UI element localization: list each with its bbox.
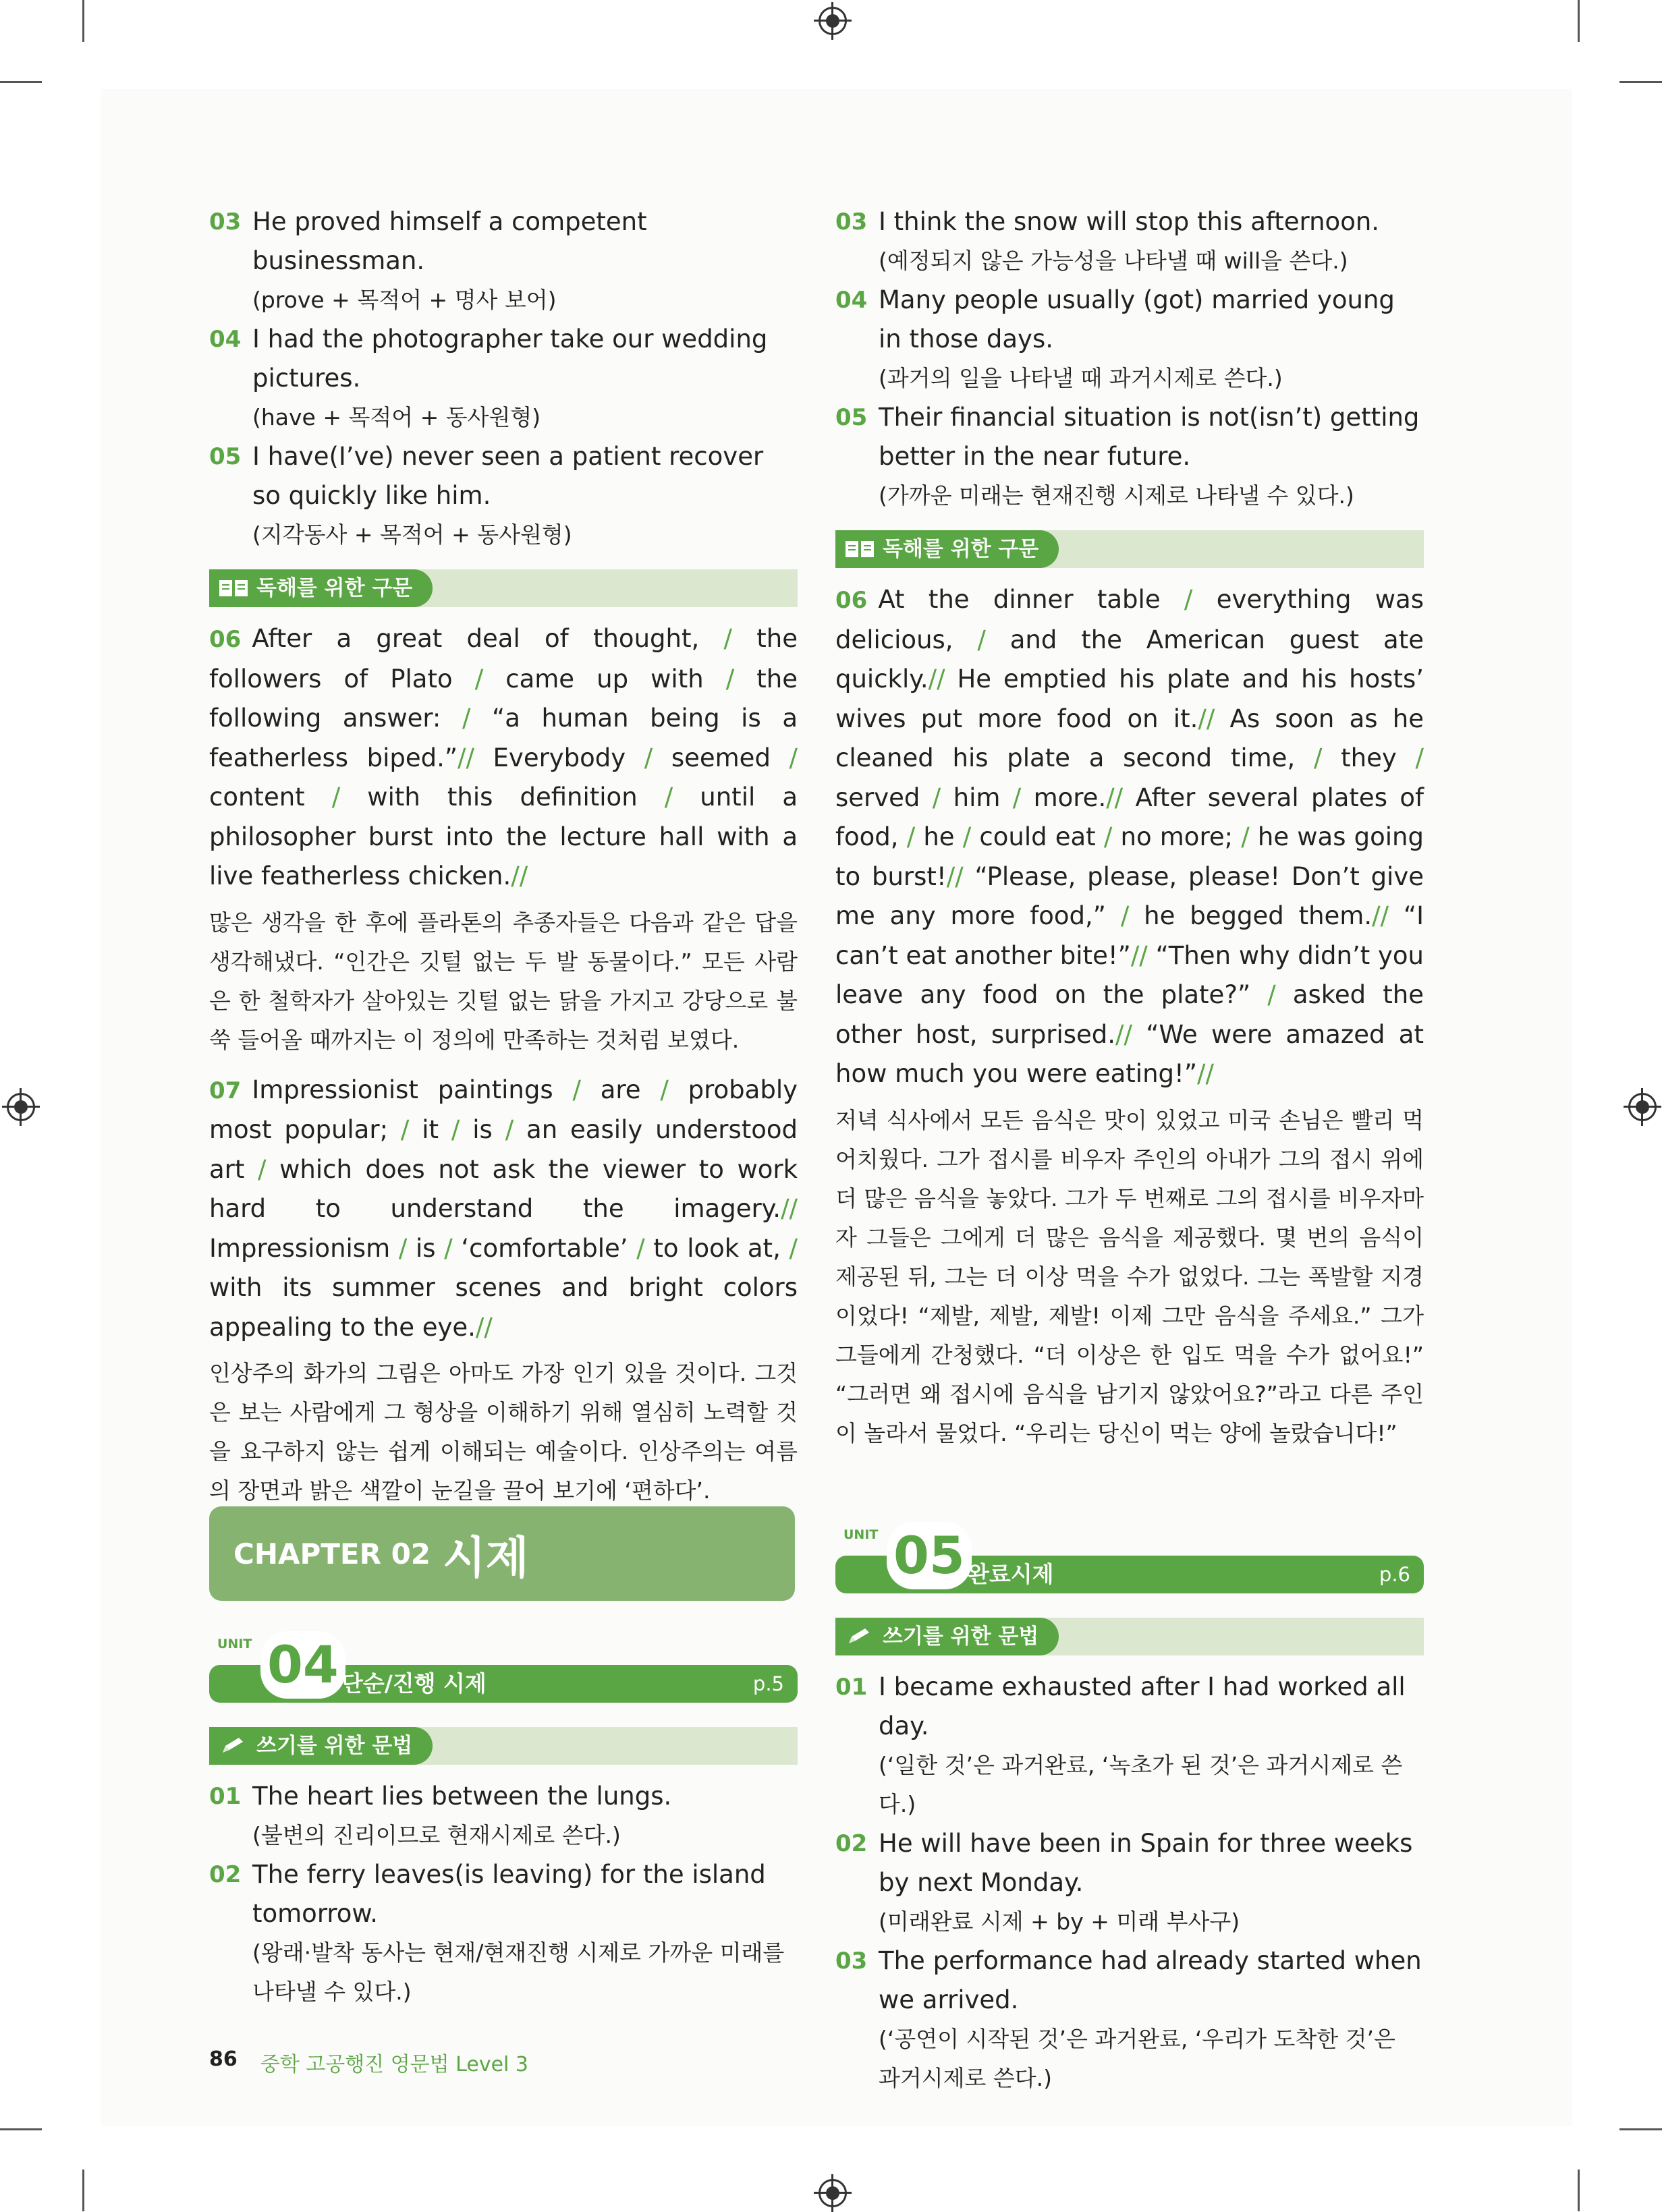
passage-segment: is <box>407 1233 445 1263</box>
reading-section-label: 독해를 위한 구문 <box>209 569 433 607</box>
passage-segment: “Then why didn’t you leave any food on the plate?” <box>835 940 1424 1009</box>
item-number: 03 <box>835 208 868 235</box>
passage-segment: everything was delicious, <box>835 585 1424 654</box>
book-icon <box>219 579 248 598</box>
item-number: 03 <box>209 208 242 235</box>
crop-mark <box>82 0 84 42</box>
grammar-note: (‘일한 것’은 과거완료, ‘녹초가 된 것’은 과거시제로 쓴다.) <box>879 1752 1403 1817</box>
registration-mark-icon <box>819 7 847 35</box>
reading-passage <box>835 580 1424 1094</box>
passage-segment: to look at, <box>644 1233 790 1263</box>
chapter-title: 시제 <box>443 1531 529 1584</box>
phrase-divider: / <box>1184 585 1193 614</box>
passage-segment: no more; <box>1112 822 1242 851</box>
phrase-divider: / <box>906 822 916 851</box>
passage-segment: he begged them. <box>1129 901 1373 930</box>
answer-sentence: Many people usually (got) married young in those days. <box>879 285 1395 353</box>
phrase-divider: // <box>781 1194 798 1223</box>
item-number: 03 <box>835 1948 868 1975</box>
crop-mark <box>1619 2128 1662 2130</box>
phrase-divider: / <box>1241 822 1250 851</box>
unit-title: 단순/진행 시제 <box>341 1670 487 1697</box>
phrase-divider: / <box>644 743 653 772</box>
grammar-note: (불변의 진리이므로 현재시제로 쓴다.) <box>252 1822 621 1848</box>
passage-segment: the following answer: <box>209 664 798 733</box>
pencil-icon <box>845 1627 875 1646</box>
page-number: 86 <box>209 2047 238 2071</box>
crop-mark <box>0 2128 42 2130</box>
korean-translation: 저녁 식사에서 모든 음식은 맛이 있었고 미국 손님은 빨리 먹어치웠다. 그가 접시를 비우자 주인의 아내가 그의 접시 위에 더 많은 음식을 놓았다. 그가 두 번째로 그의 접시를 비우자마자 그들은 그에게 더 많은 음식을 제공했다. 몇 번의 음식이 제공된 뒤, 그는 더 이상 먹을 수가 없었다. 그는 폭발할 지경이었다! “제발, 제발, 제발! 이제 그만 음식을 주세요.” 그가 그들에게 간청했다. “더 이상은 한 입도 먹을 수가 없어요!” “그러면 왜 접시에 음식을 남기지 않았어요?”라고 다른 주인이 놀라서 물었다. “우리는 당신이 먹는 양에 놀랐습니다!” <box>835 1106 1424 1446</box>
phrase-divider: / <box>258 1154 267 1184</box>
passage-segment: probably most popular; <box>209 1075 798 1144</box>
answer-sentence: The performance had already started when we arrived. <box>879 1946 1422 2014</box>
passage-segment: until a philosopher burst into the lecture hall with a live featherless chicken. <box>209 783 798 890</box>
grammar-note: (미래완료 시제 + by + 미래 부사구) <box>879 1908 1240 1935</box>
item-number: 01 <box>209 1783 242 1810</box>
korean-translation: 많은 생각을 한 후에 플라톤의 추종자들은 다음과 같은 답을 생각해냈다. “인간은 깃털 없는 두 발 동물이다.” 모든 사람은 한 철학자가 살아있는 깃털 없는 닭을 가지고 강당으로 불쑥 들어올 때까지는 이 정의에 만족하는 것처럼 보였다. <box>209 909 798 1053</box>
passage-segment: is <box>460 1115 505 1144</box>
crop-mark <box>82 2170 84 2211</box>
grammar-note: (예정되지 않은 가능성을 나타낼 때 will을 쓴다.) <box>879 248 1348 274</box>
answer-sentence: I became exhausted after I had worked all day. <box>879 1672 1406 1740</box>
exercise-item <box>209 1855 798 2012</box>
phrase-divider: / <box>1120 901 1130 930</box>
phrase-divider: / <box>1313 743 1323 772</box>
answer-sentence: I have(I’ve) never seen a patient recover so quickly like him. <box>252 442 764 510</box>
passage-segment: Impressionist paintings <box>252 1075 573 1104</box>
passage-segment: he <box>915 822 963 851</box>
unit-title: 완료시제 <box>968 1561 1054 1587</box>
answer-sentence: I had the photographer take our wedding pictures. <box>252 324 768 393</box>
pencil-icon <box>219 1736 248 1755</box>
reading-passage <box>209 1071 798 1348</box>
phrase-divider: / <box>789 1233 798 1263</box>
exercise-item <box>209 320 798 437</box>
phrase-divider: // <box>1372 901 1389 930</box>
grammar-note: (‘공연이 시작된 것’은 과거완료, ‘우리가 도착한 것’은 과거시제로 쓴다.) <box>879 2026 1395 2091</box>
passage-segment: he was going to burst! <box>835 822 1424 891</box>
unit-04-header <box>209 1631 798 1705</box>
grammar-note: (과거의 일을 나타낼 때 과거시제로 쓴다.) <box>879 365 1283 391</box>
phrase-divider: / <box>505 1115 514 1144</box>
chapter-header <box>209 1506 795 1601</box>
phrase-divider: / <box>451 1115 460 1144</box>
passage-segment: “Please, please, please! Don’t give me any more food,” <box>835 861 1424 930</box>
passage-segment: asked the other host, surprised. <box>835 980 1424 1049</box>
passage-segment: “We were amazed at how much you were eating!” <box>835 1019 1424 1088</box>
item-number: 05 <box>835 404 868 431</box>
reading-section-bar <box>835 530 1424 568</box>
exercise-item <box>835 1668 1424 1824</box>
reading-section-bar <box>209 569 798 607</box>
phrase-divider: // <box>1130 940 1148 970</box>
exercise-item <box>835 202 1424 281</box>
phrase-divider: // <box>946 861 964 891</box>
korean-translation: 인상주의 화가의 그림은 아마도 가장 인기 있을 것이다. 그것은 보는 사람에게 그 형상을 이해하기 위해 열심히 노력할 것을 요구하지 않는 쉽게 이해되는 예술이다. 인상주의는 여름의 장면과 밝은 색깔이 눈길을 끌어 보기에 ‘편하다’. <box>209 1360 798 1504</box>
passage-segment: As soon as he cleaned his plate a second time, <box>835 704 1424 772</box>
registration-mark-icon <box>7 1093 35 1121</box>
reading-section-label: 독해를 위한 구문 <box>835 530 1059 568</box>
phrase-divider: / <box>1103 822 1113 851</box>
exercise-item <box>209 437 798 555</box>
page-footer <box>209 2047 528 2077</box>
unit-label: UNIT <box>217 1637 252 1651</box>
grammar-note: (prove + 목적어 + 명사 보어) <box>252 287 557 313</box>
phrase-divider: / <box>444 1233 453 1263</box>
passage-segment: At the dinner table <box>878 585 1184 614</box>
phrase-divider: / <box>331 783 341 812</box>
item-number: 02 <box>835 1830 868 1857</box>
exercise-item <box>835 281 1424 398</box>
writing-section-label: 쓰기를 위한 문법 <box>835 1618 1059 1655</box>
passage-segment: him <box>941 783 1013 812</box>
passage-segment: could eat <box>971 822 1104 851</box>
passage-segment: are <box>580 1075 661 1104</box>
book-icon <box>845 540 875 559</box>
chapter-label: CHAPTER 02 <box>233 1537 431 1570</box>
phrase-divider: / <box>462 704 471 733</box>
left-column-top <box>209 202 798 1521</box>
unit-page-ref: p.5 <box>752 1672 784 1695</box>
phrase-divider: // <box>928 664 945 693</box>
item-number: 07 <box>209 1077 242 1104</box>
exercise-item <box>209 1777 798 1855</box>
right-column-bottom <box>835 1618 1424 2098</box>
answer-sentence: He will have been in Spain for three weeks by next Monday. <box>879 1829 1413 1897</box>
passage-segment: came up with <box>483 664 726 693</box>
grammar-note: (왕래·발착 동사는 현재/현재진행 시제로 가까운 미래를 나타낼 수 있다.) <box>252 1939 785 2005</box>
phrase-divider: / <box>725 664 735 693</box>
answer-sentence: The ferry leaves(is leaving) for the island tomorrow. <box>252 1860 766 1928</box>
crop-mark <box>0 81 42 83</box>
phrase-divider: // <box>511 861 528 890</box>
phrase-divider: / <box>474 664 484 693</box>
passage-segment: “a human being is a featherless biped.” <box>209 704 798 772</box>
passage-segment: After a great deal of thought, <box>252 624 724 653</box>
crop-mark <box>1619 81 1662 83</box>
item-number: 05 <box>209 443 242 470</box>
unit-label: UNIT <box>843 1527 879 1542</box>
passage-segment: ‘comfortable’ <box>452 1233 637 1263</box>
phrase-divider: // <box>1115 1019 1132 1049</box>
grammar-note: (have + 목적어 + 동사원형) <box>252 404 541 430</box>
passage-segment: with this definition <box>340 783 665 812</box>
phrase-divider: / <box>1415 743 1424 772</box>
grammar-note: (가까운 미래는 현재진행 시제로 나타낼 수 있다.) <box>879 482 1354 509</box>
answer-sentence: He proved himself a competent businessman. <box>252 207 647 275</box>
phrase-divider: / <box>660 1075 669 1104</box>
passage-segment: the followers of Plato <box>209 624 798 693</box>
exercise-item <box>209 202 798 320</box>
writing-section-label: 쓰기를 위한 문법 <box>209 1727 433 1765</box>
unit-number: 04 <box>260 1631 345 1699</box>
phrase-divider: / <box>1012 783 1022 812</box>
phrase-divider: / <box>962 822 972 851</box>
reading-passage <box>209 619 798 897</box>
phrase-divider: / <box>636 1233 645 1263</box>
passage-segment: with its summer scenes and bright colors appealing to the eye. <box>209 1273 798 1342</box>
unit-05-header <box>835 1522 1424 1596</box>
phrase-divider: / <box>664 783 673 812</box>
left-column-bottom <box>209 1727 798 2012</box>
item-number: 06 <box>835 587 868 614</box>
passage-segment: it <box>409 1115 451 1144</box>
phrase-divider: // <box>1198 704 1215 733</box>
passage-segment: served <box>835 783 933 812</box>
unit-page-ref: p.6 <box>1379 1563 1410 1586</box>
item-number: 04 <box>209 326 242 353</box>
crop-mark <box>1578 2170 1580 2211</box>
passage-segment: an easily understood art <box>209 1115 798 1184</box>
phrase-divider: / <box>572 1075 581 1104</box>
writing-section-bar <box>835 1618 1424 1655</box>
passage-segment: they <box>1322 743 1416 772</box>
passage-segment: which does not ask the viewer to work hard to understand the imagery. <box>209 1154 798 1223</box>
phrase-divider: / <box>398 1233 408 1263</box>
passage-segment: more. <box>1021 783 1107 812</box>
phrase-divider: // <box>1197 1059 1214 1088</box>
passage-segment: He emptied his plate and his hosts’ wives put more food on it. <box>835 664 1424 733</box>
registration-mark-icon <box>819 2179 847 2207</box>
passage-segment: content <box>209 783 332 812</box>
passage-segment: Everybody <box>474 743 644 772</box>
grammar-note: (지각동사 + 목적어 + 동사원형) <box>252 521 572 548</box>
registration-mark-icon <box>1628 1093 1657 1121</box>
passage-segment: seemed <box>653 743 790 772</box>
phrase-divider: / <box>789 743 798 772</box>
item-number: 04 <box>835 287 868 314</box>
unit-number: 05 <box>887 1522 972 1589</box>
phrase-divider: / <box>932 783 941 812</box>
item-number: 02 <box>209 1861 242 1888</box>
passage-segment: Impressionism <box>209 1233 399 1263</box>
right-column-top <box>835 202 1424 1464</box>
item-number: 06 <box>209 626 242 653</box>
phrase-divider: // <box>1106 783 1124 812</box>
item-number: 01 <box>835 1674 868 1701</box>
answer-sentence: Their financial situation is not(isn’t) getting better in the near future. <box>879 403 1420 471</box>
passage-segment: and the American guest ate quickly. <box>835 625 1424 693</box>
answer-sentence: The heart lies between the lungs. <box>252 1782 672 1811</box>
phrase-divider: // <box>458 743 474 772</box>
passage-segment: “I can’t eat another bite!” <box>835 901 1424 970</box>
phrase-divider: / <box>977 625 986 654</box>
phrase-divider: // <box>475 1312 493 1342</box>
exercise-item <box>835 1824 1424 1941</box>
exercise-item <box>835 1941 1424 2098</box>
book-title: 중학 고공행진 영문법 Level 3 <box>260 2053 528 2076</box>
phrase-divider: / <box>1267 980 1276 1009</box>
answer-sentence: I think the snow will stop this afternoon. <box>879 207 1380 236</box>
phrase-divider: / <box>400 1115 410 1144</box>
crop-mark <box>1578 0 1580 42</box>
phrase-divider: / <box>723 624 732 653</box>
passage-segment: After several plates of food, <box>835 783 1424 851</box>
exercise-item <box>835 398 1424 515</box>
writing-section-bar <box>209 1727 798 1765</box>
